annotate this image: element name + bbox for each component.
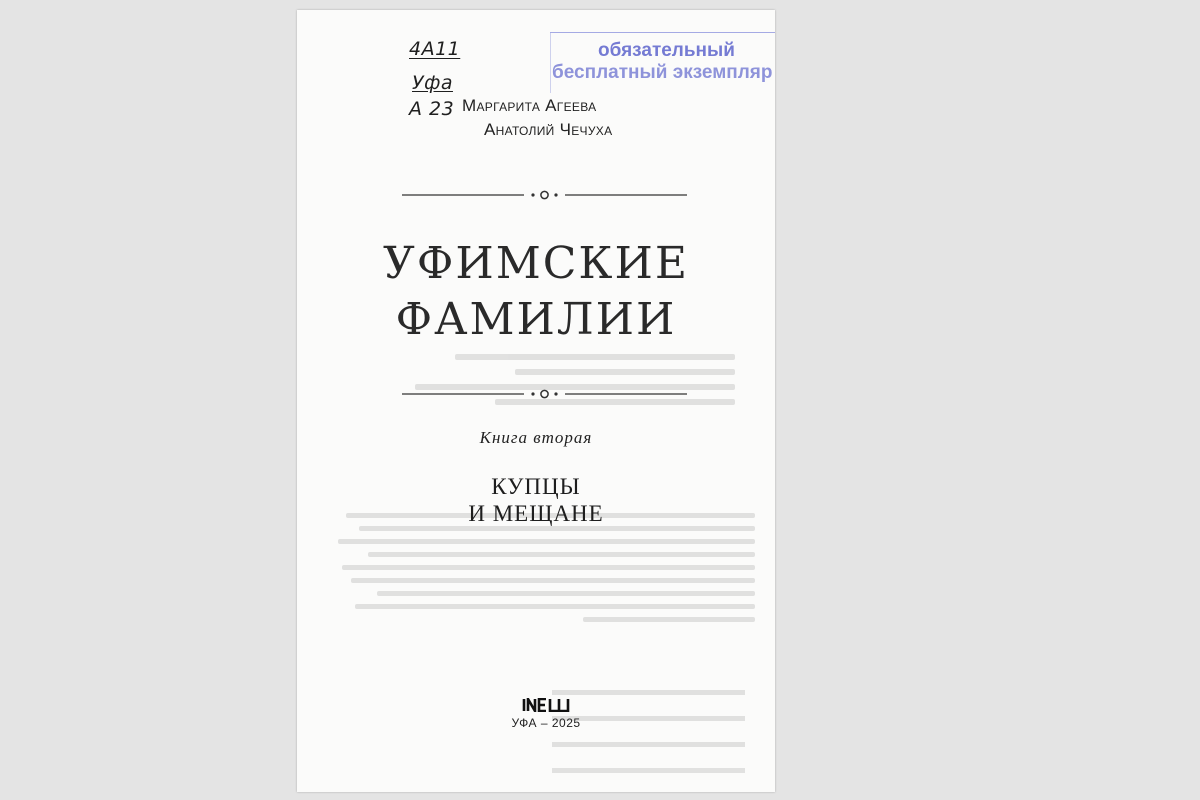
stamp-line-2: бесплатный экземпляр: [552, 62, 773, 83]
handwritten-city: Уфа: [412, 72, 453, 94]
author-2: Анатолий Чечуха: [484, 120, 613, 139]
title-line-1: УФИМСКИЕ: [383, 238, 689, 289]
handwritten-index: А 23: [409, 98, 455, 120]
place-and-year: УФА – 2025: [511, 716, 581, 730]
part-title-line-1: КУПЦЫ: [491, 474, 581, 499]
ornament-divider-top: [402, 188, 687, 202]
part-title-line-2: И МЕЩАНЕ: [468, 501, 604, 526]
handwritten-code: 4А11: [409, 38, 461, 60]
stamp-line-1: обязательный: [598, 40, 735, 61]
publisher-logo: [522, 698, 570, 712]
authors: [462, 94, 612, 142]
part-title: [297, 473, 775, 527]
book-number: Книга вторая: [479, 428, 593, 447]
author-1: Маргарита Агеева: [462, 96, 597, 115]
title-line-2: ФАМИЛИИ: [395, 294, 677, 345]
book-title: [297, 236, 775, 348]
library-stamp: [550, 32, 775, 93]
ornament-divider-bottom: [402, 387, 687, 401]
title-page: [297, 10, 775, 792]
